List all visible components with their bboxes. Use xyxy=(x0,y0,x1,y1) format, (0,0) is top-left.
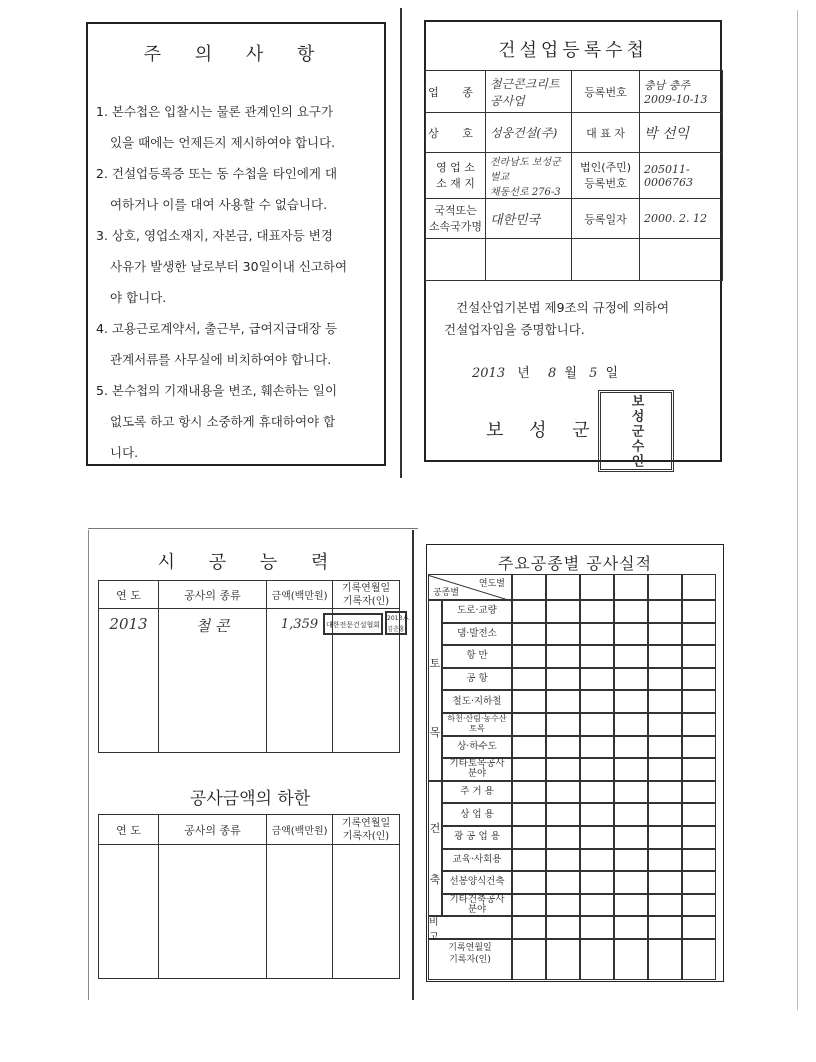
note-cell xyxy=(614,916,648,939)
record-cell xyxy=(580,939,614,980)
performance-cell xyxy=(682,600,716,623)
limit-title: 공사금액의 하한 xyxy=(189,789,311,809)
year-column-header xyxy=(512,574,546,600)
performance-cell xyxy=(512,871,546,894)
year-column-header xyxy=(682,574,716,600)
performance-cell xyxy=(512,849,546,872)
performance-cell xyxy=(614,713,648,736)
header-year-label: 연도별 xyxy=(478,579,505,589)
limit-header-record: 기록연월일 기록자(인) xyxy=(333,815,400,845)
record-label xyxy=(428,939,512,980)
performance-cell xyxy=(546,736,580,759)
performance-cell xyxy=(682,758,716,781)
build-label-char: 건 xyxy=(429,821,441,835)
notice-line: 없도록 하고 항시 소중하게 휴대하여야 합 xyxy=(110,414,336,429)
record-cell xyxy=(546,939,580,980)
performance-cell xyxy=(512,668,546,691)
performance-cell xyxy=(648,826,682,849)
performance-cell xyxy=(580,871,614,894)
value-corp-no: 205011- 0006763 xyxy=(640,153,723,199)
note-label: 비 고 xyxy=(428,916,512,939)
performance-cell xyxy=(648,668,682,691)
record-label-line: 기록연월일 xyxy=(448,943,492,953)
performance-cell xyxy=(512,623,546,646)
performance-cell xyxy=(512,690,546,713)
build-group-label xyxy=(428,781,442,917)
note-cell xyxy=(682,916,716,939)
performance-cell xyxy=(580,713,614,736)
civil-label-char: 목 xyxy=(429,725,441,739)
limit-header-type: 공사의 종류 xyxy=(159,815,267,845)
registration-table xyxy=(425,70,723,281)
build-label-char: 축 xyxy=(429,873,441,887)
performance-row-label: 도로·교량 xyxy=(442,600,512,623)
note-cell xyxy=(546,916,580,939)
performance-grid xyxy=(428,574,722,980)
value-company: 성웅건설(주) xyxy=(486,113,572,153)
certify-text-1: 건설산업기본법 제9조의 규정에 의하여 xyxy=(456,300,670,315)
performance-cell xyxy=(648,623,682,646)
performance-row-label: 기타토목공사분야 xyxy=(442,758,512,781)
performance-cell xyxy=(682,849,716,872)
performance-cell xyxy=(614,871,648,894)
year-column-header xyxy=(546,574,580,600)
performance-row-label: 선봉양식건축 xyxy=(442,871,512,894)
seal-text: 보성군수인 xyxy=(628,393,644,469)
performance-row-label: 주 거 용 xyxy=(442,781,512,804)
capability-type: 철 콘 xyxy=(159,609,267,753)
performance-row-label: 상 업 용 xyxy=(442,803,512,826)
performance-cell xyxy=(682,645,716,668)
notice-line: 있을 때에는 언제든지 제시하여야 합니다. xyxy=(110,135,336,150)
year-column-header xyxy=(614,574,648,600)
performance-row-label: 공 항 xyxy=(442,668,512,691)
issue-month-unit: 월 xyxy=(564,366,577,381)
performance-cell xyxy=(682,736,716,759)
capability-header-year: 연 도 xyxy=(99,581,159,609)
performance-cell xyxy=(614,645,648,668)
page-edge-left xyxy=(88,530,89,1000)
capability-header-amount: 금액(백만원) xyxy=(267,581,333,609)
performance-cell xyxy=(512,826,546,849)
performance-cell xyxy=(512,645,546,668)
limit-table xyxy=(98,814,400,979)
performance-cell xyxy=(682,894,716,917)
performance-row-label: 철도·지하철 xyxy=(442,690,512,713)
issuer-name: 보 성 군 xyxy=(486,420,600,441)
issue-day-unit: 일 xyxy=(605,366,619,381)
performance-cell xyxy=(682,623,716,646)
performance-cell xyxy=(546,871,580,894)
performance-row-label: 항 만 xyxy=(442,645,512,668)
performance-cell xyxy=(682,690,716,713)
performance-cell xyxy=(648,871,682,894)
performance-cell xyxy=(580,600,614,623)
notice-box xyxy=(86,22,386,466)
performance-cell xyxy=(614,623,648,646)
performance-cell xyxy=(580,736,614,759)
performance-cell xyxy=(580,690,614,713)
empty-cell xyxy=(572,239,640,281)
performance-cell xyxy=(546,713,580,736)
performance-cell xyxy=(614,758,648,781)
notice-title: 주 의 사 항 xyxy=(143,44,329,65)
value-business-type: 철근콘크리트 공사업 xyxy=(486,71,572,113)
performance-cell xyxy=(512,736,546,759)
notice-line: 4. 고용근로계약서, 출근부, 급여지급대장 등 xyxy=(96,321,338,336)
performance-cell xyxy=(682,826,716,849)
performance-cell xyxy=(580,623,614,646)
performance-row-label: 교육·사회용 xyxy=(442,849,512,872)
empty-cell xyxy=(640,239,723,281)
performance-header-corner xyxy=(428,574,512,600)
empty-cell xyxy=(426,239,486,281)
page-fold-vertical-bottom xyxy=(412,530,414,1000)
performance-cell xyxy=(546,826,580,849)
value-nationality: 대한민국 xyxy=(486,199,572,239)
capability-year: 2013 xyxy=(99,609,159,753)
capability-header-record: 기록연월일 기록자(인) xyxy=(333,581,400,609)
performance-cell xyxy=(546,690,580,713)
notice-line: 니다. xyxy=(110,445,139,460)
page-fold-vertical-top xyxy=(400,8,402,478)
performance-cell xyxy=(614,668,648,691)
performance-cell xyxy=(614,690,648,713)
issue-day: 5 xyxy=(589,366,598,381)
civil-label-char: 토 xyxy=(429,657,441,671)
record-label-line: 기록자(인) xyxy=(449,955,491,965)
year-column-header xyxy=(580,574,614,600)
header-type-label: 공종별 xyxy=(433,588,460,598)
notice-line: 5. 본수첩의 기재내용을 변조, 훼손하는 일이 xyxy=(96,383,338,398)
performance-cell xyxy=(682,803,716,826)
issue-year: 2013 xyxy=(472,366,506,381)
year-column-header xyxy=(648,574,682,600)
notice-line: 여하거나 이를 대여 사용할 수 없습니다. xyxy=(110,197,328,212)
performance-cell xyxy=(614,803,648,826)
performance-row-label: 기타건축공사분야 xyxy=(442,894,512,917)
performance-title: 주요공종별 공사실적 xyxy=(497,554,653,573)
performance-cell xyxy=(682,871,716,894)
performance-cell xyxy=(546,894,580,917)
performance-cell xyxy=(614,781,648,804)
performance-cell xyxy=(648,803,682,826)
performance-cell xyxy=(512,758,546,781)
performance-cell xyxy=(580,894,614,917)
performance-cell xyxy=(648,713,682,736)
label-business-type: 업 종 xyxy=(426,71,486,113)
civil-group-label xyxy=(428,600,442,781)
value-representative: 박 선익 xyxy=(640,113,723,153)
limit-header-year: 연 도 xyxy=(99,815,159,845)
performance-row-label: 하천·산림·농수산토목 xyxy=(442,713,512,736)
performance-cell xyxy=(580,849,614,872)
performance-cell xyxy=(648,894,682,917)
performance-cell xyxy=(648,849,682,872)
performance-cell xyxy=(682,781,716,804)
notice-line: 3. 상호, 영업소재지, 자본금, 대표자등 변경 xyxy=(96,228,333,243)
record-cell xyxy=(648,939,682,980)
performance-cell xyxy=(546,668,580,691)
performance-cell xyxy=(546,645,580,668)
notice-body xyxy=(96,96,378,468)
performance-cell xyxy=(546,600,580,623)
performance-cell xyxy=(580,758,614,781)
issue-month: 8 xyxy=(547,366,557,381)
empty-cell xyxy=(333,845,400,979)
notice-line: 야 합니다. xyxy=(110,290,167,305)
certify-text-2: 건설업자임을 증명합니다. xyxy=(444,322,585,337)
performance-cell xyxy=(648,690,682,713)
label-office-address: 영 업 소 소 재 지 xyxy=(426,153,486,199)
record-cell xyxy=(682,939,716,980)
performance-cell xyxy=(512,600,546,623)
performance-cell xyxy=(580,645,614,668)
performance-cell xyxy=(648,781,682,804)
performance-cell xyxy=(580,826,614,849)
performance-cell xyxy=(546,781,580,804)
performance-cell xyxy=(546,849,580,872)
capability-amount: 1,359 xyxy=(267,609,333,753)
performance-cell xyxy=(648,600,682,623)
record-cell xyxy=(614,939,648,980)
value-reg-date: 2000. 2. 12 xyxy=(640,199,723,239)
performance-cell xyxy=(648,736,682,759)
capability-title: 시 공 능 력 xyxy=(157,552,343,573)
association-stamp: 대한전문건설협회 xyxy=(323,613,383,635)
notice-line: 사유가 발생한 날로부터 30일이내 신고하여 xyxy=(110,259,348,274)
empty-cell xyxy=(99,845,159,979)
label-reg-no: 등록번호 xyxy=(572,71,640,113)
note-cell xyxy=(512,916,546,939)
issue-year-unit: 년 xyxy=(517,366,530,381)
performance-cell xyxy=(546,758,580,781)
registration-box xyxy=(424,20,722,469)
performance-cell xyxy=(580,668,614,691)
performance-cell xyxy=(614,849,648,872)
empty-cell xyxy=(267,845,333,979)
performance-cell xyxy=(614,894,648,917)
value-reg-no: 충남 충주 2009-10-13 xyxy=(640,71,723,113)
performance-row-label: 상·하수도 xyxy=(442,736,512,759)
notice-line: 2. 건설업등록증 또는 동 수첩을 타인에게 대 xyxy=(96,166,338,181)
performance-cell xyxy=(648,758,682,781)
record-cell xyxy=(512,939,546,980)
performance-cell xyxy=(614,826,648,849)
performance-cell xyxy=(648,645,682,668)
performance-cell xyxy=(614,736,648,759)
issue-date xyxy=(472,362,618,381)
performance-cell xyxy=(546,623,580,646)
label-nationality: 국적또는 소속국가명 xyxy=(426,199,486,239)
note-cell xyxy=(648,916,682,939)
performance-cell xyxy=(512,781,546,804)
empty-cell xyxy=(159,845,267,979)
performance-cell xyxy=(512,894,546,917)
page-edge-right xyxy=(797,10,798,1010)
performance-cell xyxy=(682,713,716,736)
performance-row-label: 광 공 업 용 xyxy=(442,826,512,849)
notice-line: 1. 본수첩은 입찰시는 물론 관계인의 요구가 xyxy=(96,104,334,119)
limit-header-amount: 금액(백만원) xyxy=(267,815,333,845)
performance-cell xyxy=(512,803,546,826)
performance-cell xyxy=(614,600,648,623)
label-corp-no: 법인(주민) 등록번호 xyxy=(572,153,640,199)
label-reg-date: 등록일자 xyxy=(572,199,640,239)
performance-cell xyxy=(512,713,546,736)
label-representative: 대 표 자 xyxy=(572,113,640,153)
performance-cell xyxy=(682,668,716,691)
page-fold-horizontal xyxy=(88,528,418,529)
capability-header-type: 공사의 종류 xyxy=(159,581,267,609)
note-cell xyxy=(580,916,614,939)
performance-cell xyxy=(546,803,580,826)
registration-title: 건설업등록수첩 xyxy=(498,40,648,61)
recorder-stamp: 2013.6. 김춘홍 xyxy=(385,611,407,635)
label-company: 상 호 xyxy=(426,113,486,153)
official-seal xyxy=(598,390,674,472)
performance-row-label: 댐·발전소 xyxy=(442,623,512,646)
value-office-address: 전라남도 보성군 벌교 채동선로 276-3 xyxy=(486,153,572,199)
performance-cell xyxy=(580,803,614,826)
empty-cell xyxy=(486,239,572,281)
capability-record xyxy=(325,609,410,753)
capability-table xyxy=(98,580,410,753)
performance-cell xyxy=(580,781,614,804)
notice-line: 관계서류를 사무실에 비치하여야 합니다. xyxy=(110,352,332,367)
